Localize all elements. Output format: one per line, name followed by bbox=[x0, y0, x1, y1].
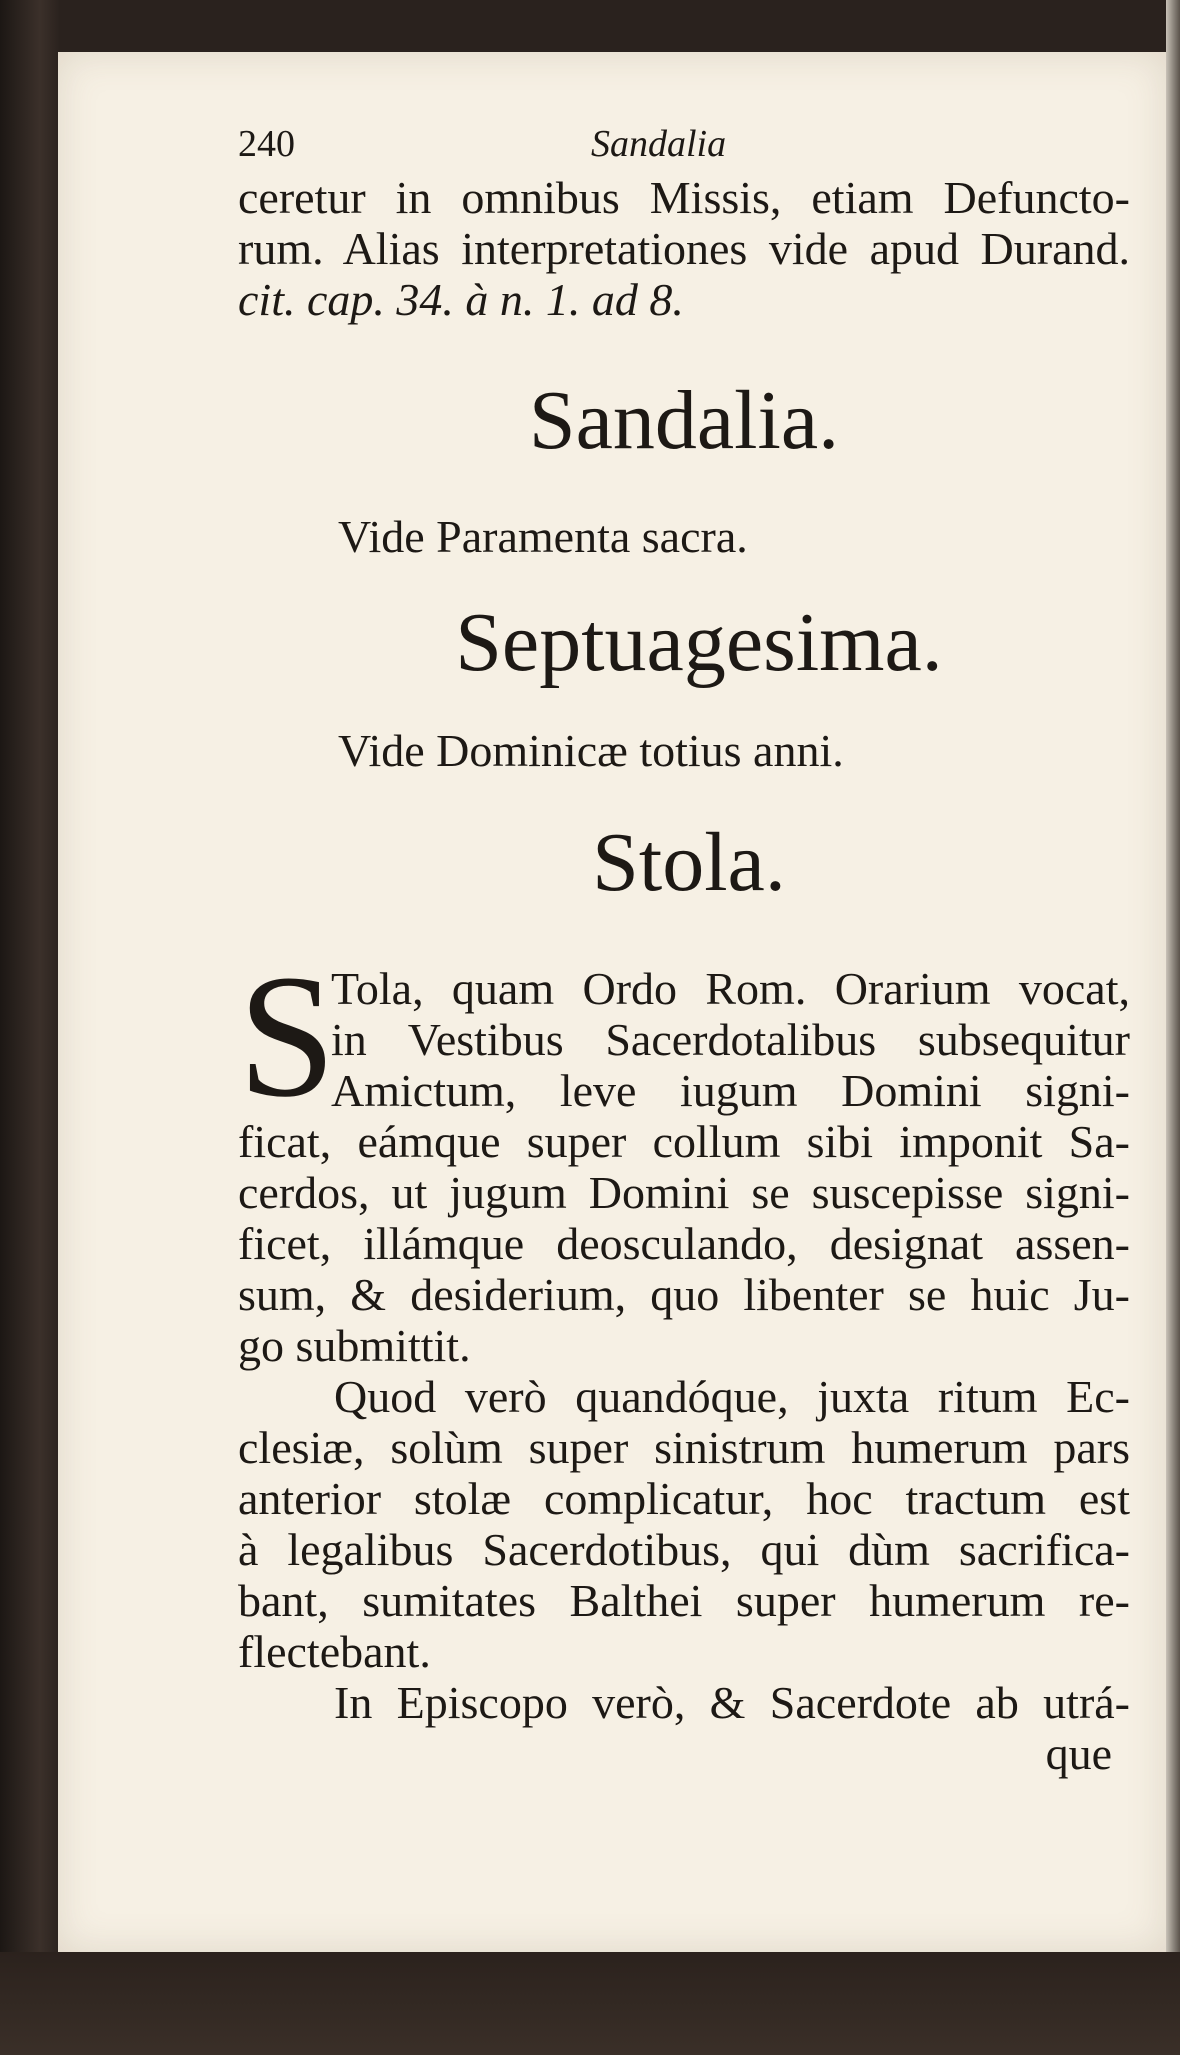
text-line: ficet, illámque deosculando, designat assen- bbox=[238, 1218, 1130, 1269]
text-line: ceretur in omnibus Missis, etiam Defuncto- bbox=[238, 172, 1130, 223]
text-line: bant, sumitates Balthei super humerum re- bbox=[238, 1575, 1130, 1626]
text-line: anterior stolæ complicatur, hoc tractum est bbox=[238, 1473, 1130, 1524]
text-line: clesiæ, solùm super sinistrum humerum pars bbox=[238, 1422, 1130, 1473]
dropcap-row bbox=[238, 939, 1130, 1134]
intro-text bbox=[238, 172, 1130, 325]
running-head bbox=[238, 122, 1130, 172]
dropcap-lines bbox=[331, 963, 1130, 1116]
stola-paragraph-3 bbox=[238, 1677, 1130, 1728]
section-heading-stola: Stola. bbox=[592, 816, 786, 909]
text-line: à legalibus Sacerdotibus, qui dùm sacrifica- bbox=[238, 1524, 1130, 1575]
text-line: cerdos, ut jugum Domini se suscepisse signi- bbox=[238, 1167, 1130, 1218]
cross-reference-septuagesima: Vide Dominicæ totius anni. bbox=[338, 725, 844, 776]
text-line: In Episcopo verò, & Sacerdote ab utrá- bbox=[334, 1677, 1130, 1728]
section-heading-septuagesima: Septuagesima. bbox=[455, 596, 943, 689]
page-content bbox=[238, 122, 1130, 1779]
running-title: Sandalia bbox=[591, 123, 727, 165]
text-line: ficat, eámque super collum sibi imponit Sa- bbox=[238, 1116, 1130, 1167]
drop-cap-letter: S bbox=[238, 939, 336, 1134]
text-line: Amictum, leve iugum Domini signi- bbox=[331, 1065, 1130, 1116]
page-number: 240 bbox=[238, 123, 295, 165]
catchword: que bbox=[1045, 1728, 1112, 1779]
adjacent-page-edge bbox=[1166, 0, 1180, 2055]
stola-paragraph-2 bbox=[238, 1371, 1130, 1677]
text-line: Quod verò quandóque, juxta ritum Ec- bbox=[334, 1371, 1130, 1422]
scan-bottom-margin bbox=[0, 1952, 1180, 2055]
text-line: rum. Alias interpretationes vide apud Durand. bbox=[238, 223, 1130, 274]
cross-reference-sandalia: Vide Paramenta sacra. bbox=[338, 511, 748, 562]
text-line: Tola, quam Ordo Rom. Orarium vocat, bbox=[331, 963, 1130, 1014]
text-line: cit. cap. 34. à n. 1. ad 8. bbox=[238, 274, 684, 325]
text-line: sum, & desiderium, quo libenter se huic Ju- bbox=[238, 1269, 1130, 1320]
text-line: go submittit. bbox=[238, 1320, 471, 1371]
stola-paragraph-1 bbox=[238, 939, 1130, 1371]
text-line: flectebant. bbox=[238, 1626, 431, 1677]
text-line: in Vestibus Sacerdotalibus subsequitur bbox=[331, 1014, 1130, 1065]
section-heading-sandalia: Sandalia. bbox=[528, 374, 840, 467]
